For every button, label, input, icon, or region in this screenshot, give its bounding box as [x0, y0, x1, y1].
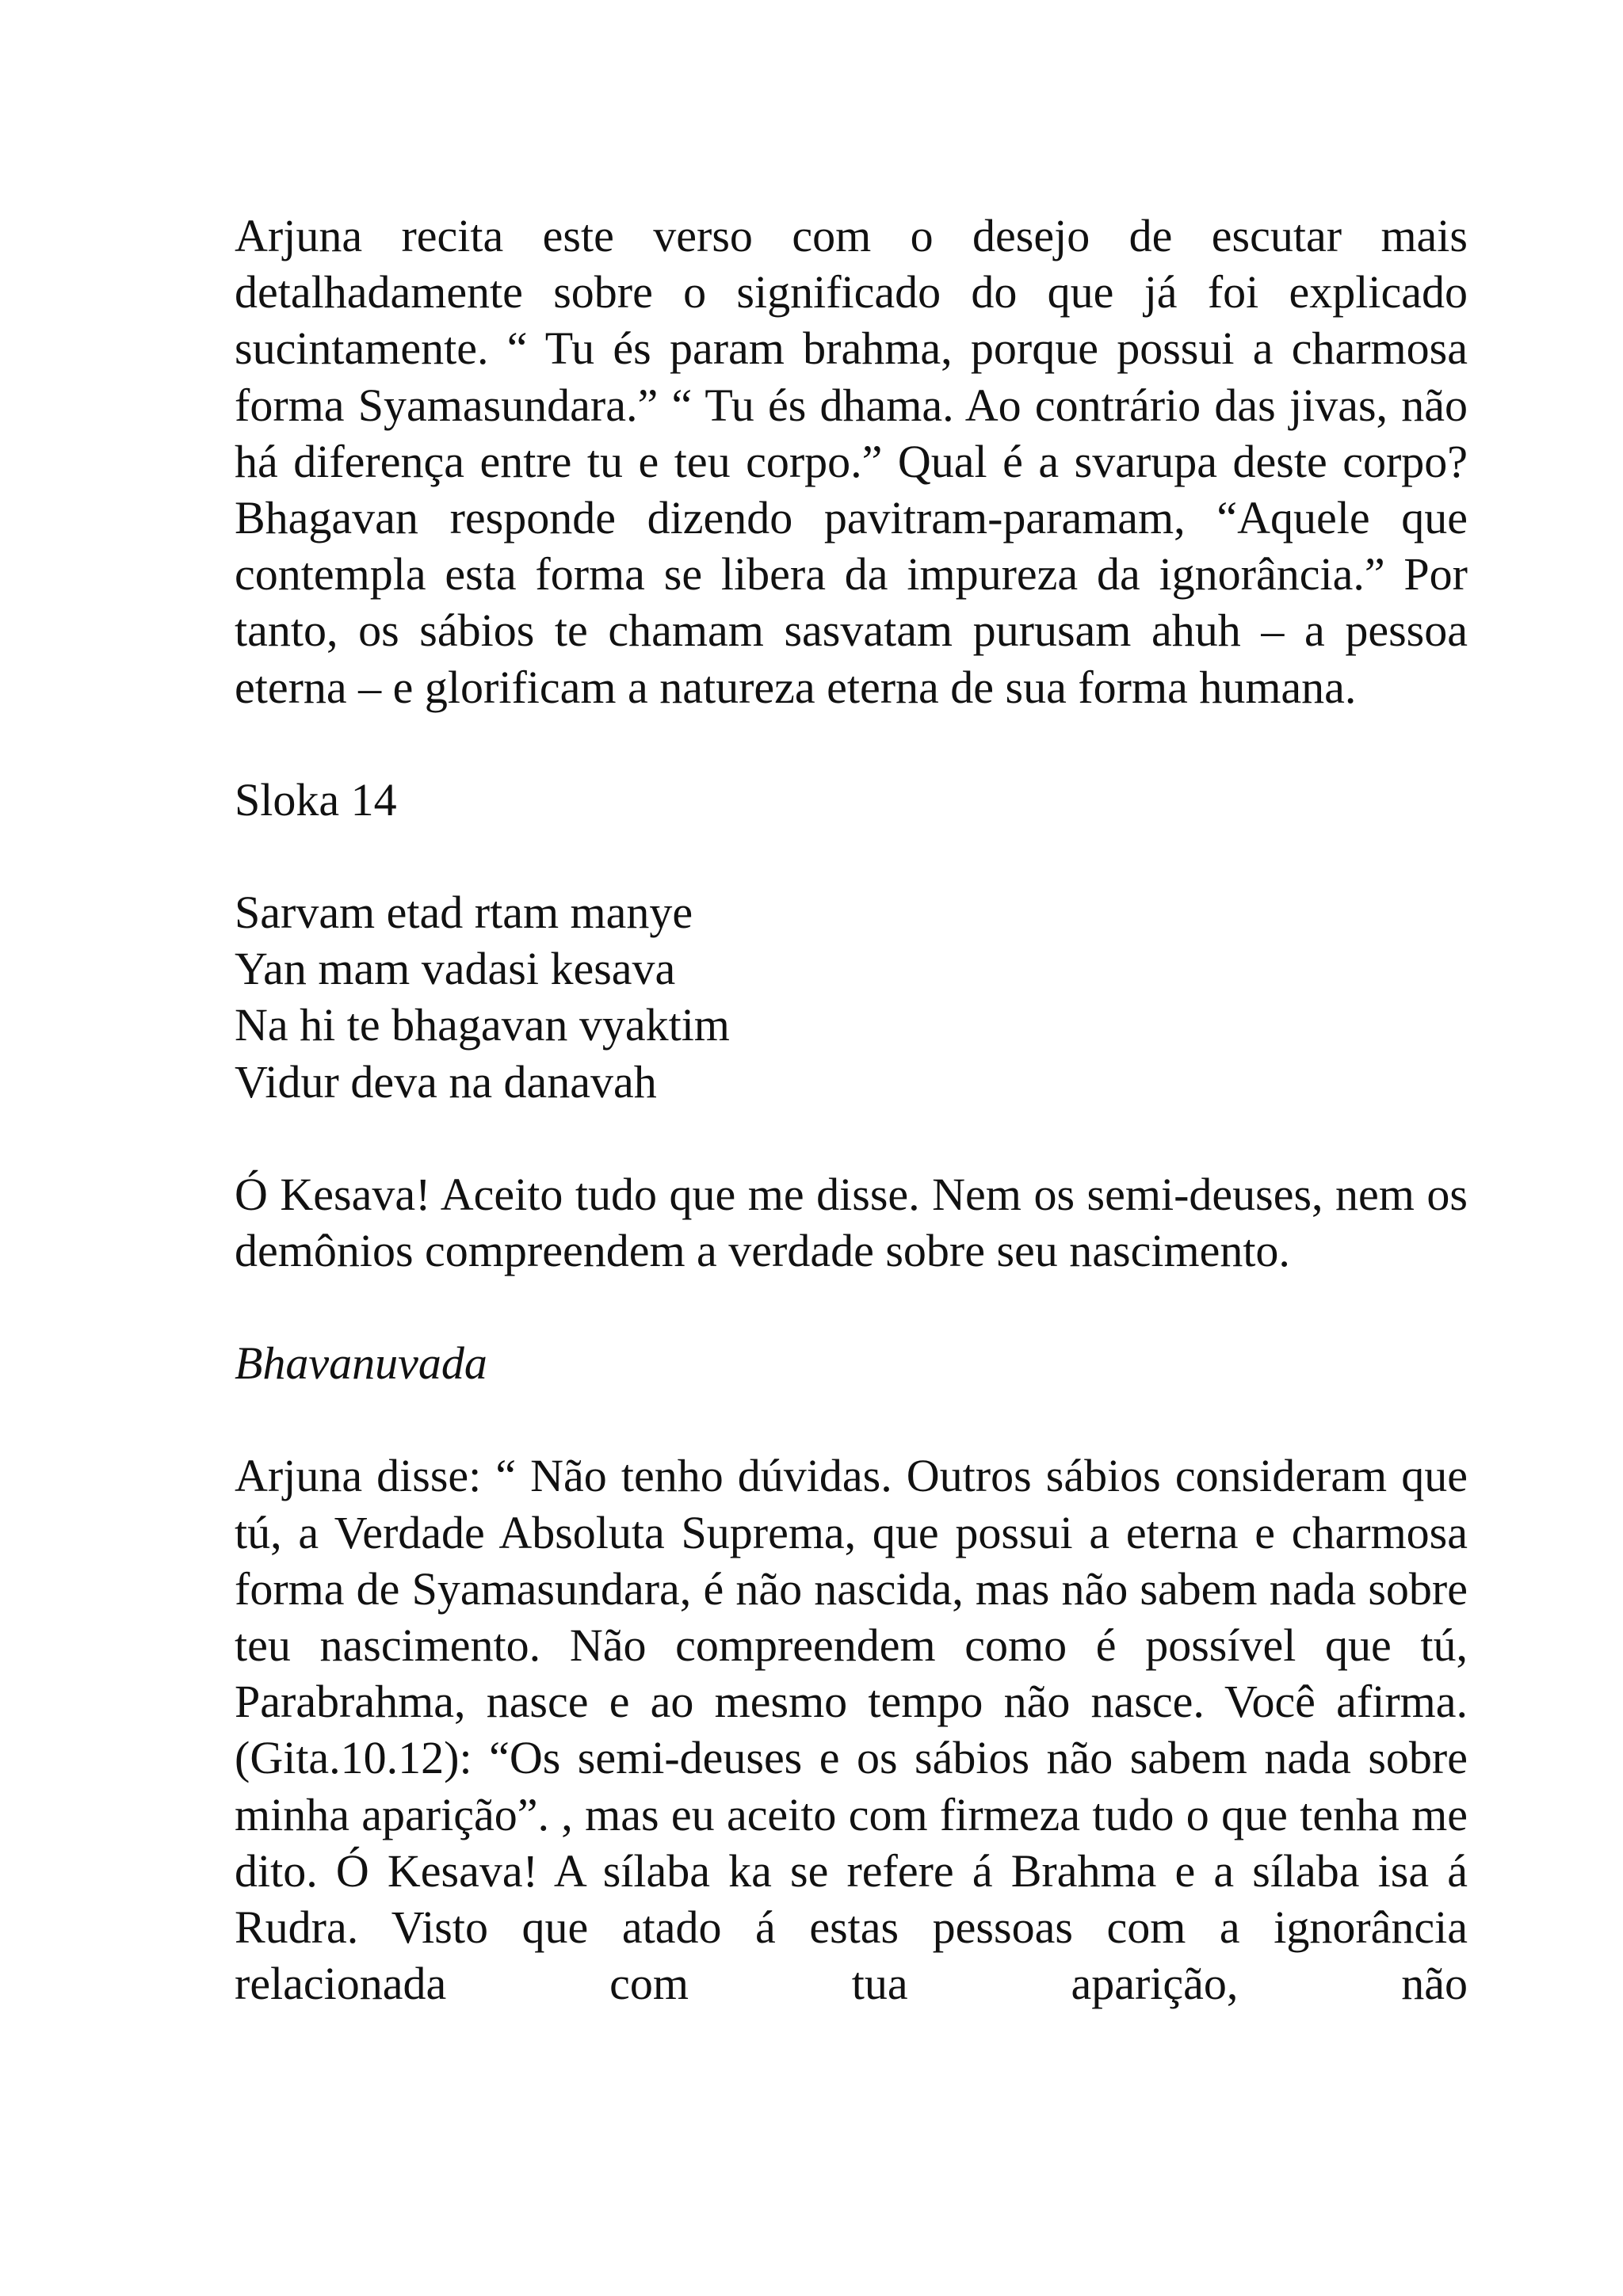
sloka-heading: Sloka 14 — [235, 773, 397, 826]
bhavanuvada-heading: Bhavanuvada — [235, 1337, 487, 1390]
sanskrit-verse — [235, 884, 1468, 1110]
translation-paragraph: Ó Kesava! Aceito tudo que me disse. Nem os semi-deuses, nem os demônios compreendem a verdade sobre seu nascimento. — [235, 1168, 1468, 1277]
verse-line: Vidur deva na danavah — [235, 1055, 657, 1108]
verse-line: Yan mam vadasi kesava — [235, 943, 676, 995]
commentary-paragraph: Arjuna disse: “ Não tenho dúvidas. Outros sábios consideram que tú, a Verdade Absoluta Suprema, que possui a eterna e charmosa forma de Syamasundara, é não nascida, mas não sabem nada sobre teu nascimento. Não compreendem como é possível que tú, Parabrahma, nasce e ao mesmo tempo não nasce. Você afirma. (Gita.10.12): “Os semi-deuses e os sábios não sabem nada sobre minha aparição”. , mas eu aceito com firmeza tudo o que tenha me dito. Ó Kesava! A sílaba ka se refere á Brahma e a sílaba isa á Rudra. Visto que atado á estas pessoas com a ignorância relacionada com tua aparição, não — [235, 1450, 1468, 2010]
intro-paragraph: Arjuna recita este verso com o desejo de escutar mais detalhadamente sobre o significado do que já foi explicado sucintamente. “ Tu és param brahma, porque possui a charmosa forma Syamasundara.” “ Tu és dhama. Ao contrário das jivas, não há diferença entre tu e teu corpo.” Qual é a svarupa deste corpo? Bhagavan responde dizendo pavitram-paramam, “Aquele que contempla esta forma se libera da impureza da ignorância.” Por tanto, os sábios te chamam sasvatam purusam ahuh – a pessoa eterna – e glorificam a natureza eterna de sua forma humana. — [235, 210, 1468, 713]
verse-line: Na hi te bhagavan vyaktim — [235, 999, 730, 1051]
verse-line: Sarvam etad rtam manye — [235, 887, 693, 939]
document-page — [235, 208, 1468, 2068]
